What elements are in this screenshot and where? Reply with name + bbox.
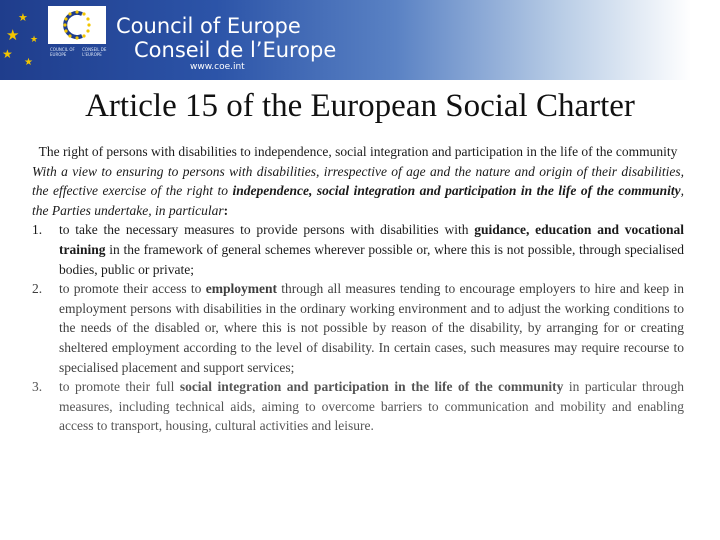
star-icon: ★ [6, 26, 20, 44]
list-item [32, 377, 684, 436]
article-subtitle: The right of persons with disabilities to independence, social integration and participation in the life of the community [38, 144, 678, 159]
list-item-number: 3. [32, 379, 43, 395]
intro-colon: : [223, 202, 229, 218]
intro-bold-text: independence, social integration and participation in the life of the community [232, 183, 681, 199]
list-item-text: in particular through measures, including technical aids, aiming to overcome barriers to communication and mobility and enabling access to transport, housing, cultural activities and leisure. [59, 379, 684, 434]
list-item-text: to promote their access to [59, 281, 206, 297]
undertakings-list [32, 220, 684, 436]
list-item-text: in the framework of general schemes wherever possible or, where this is not possible, through specialised bodies, public or private; [59, 241, 684, 277]
intro-text: With a view to ensuring to persons with disabilities, irrespective of age and the nature and origin of their disabilities, the effective exercise of the right to [32, 163, 684, 199]
intro-text-end: , the Parties undertake, in particular [32, 183, 684, 218]
star-icon: ★ [24, 57, 33, 68]
list-item-number: 2. [32, 281, 43, 297]
star-icon: ★ [2, 47, 13, 61]
list-item-bold: social integration and participation in the life of the community [179, 379, 564, 395]
star-icon: ★ [30, 35, 39, 45]
list-item [32, 220, 684, 279]
org-name-en: Council of Europe [116, 14, 301, 38]
star-icon: ★ [18, 11, 28, 24]
list-item [32, 279, 684, 377]
logo-caption-left: COUNCIL OF EUROPE [50, 47, 75, 57]
list-item-bold: guidance, education and vocational training [59, 222, 684, 257]
page-title: Article 15 of the European Social Charter [85, 88, 635, 124]
list-item-text: through all measures tending to encourage employers to hire and keep in employment persons with disabilities in the ordinary working environment and to adjust the working conditions to the needs of the disabled or, where this is not possible by reason of the disability, by arranging for or creating sheltered employment according to the level of disability. In certain cases, such measures may require recourse to specialised placement and support services; [59, 281, 684, 375]
list-item-bold: employment [205, 281, 277, 297]
list-item-text: to take the necessary measures to provide persons with disabilities with [59, 222, 475, 238]
logo-caption [50, 47, 110, 57]
coe-logo-icon [48, 6, 106, 44]
header-banner [0, 0, 720, 80]
list-item-number: 1. [32, 222, 43, 238]
website-link[interactable]: www.coe.int [190, 62, 245, 72]
council-of-europe-logo [48, 6, 106, 44]
list-item-text: to promote their full [59, 379, 180, 395]
article-body [32, 142, 684, 436]
intro-paragraph [32, 162, 684, 221]
org-name-fr: Conseil de l’Europe [134, 38, 337, 62]
logo-caption-right: CONSEIL DE L'EUROPE [82, 47, 107, 57]
